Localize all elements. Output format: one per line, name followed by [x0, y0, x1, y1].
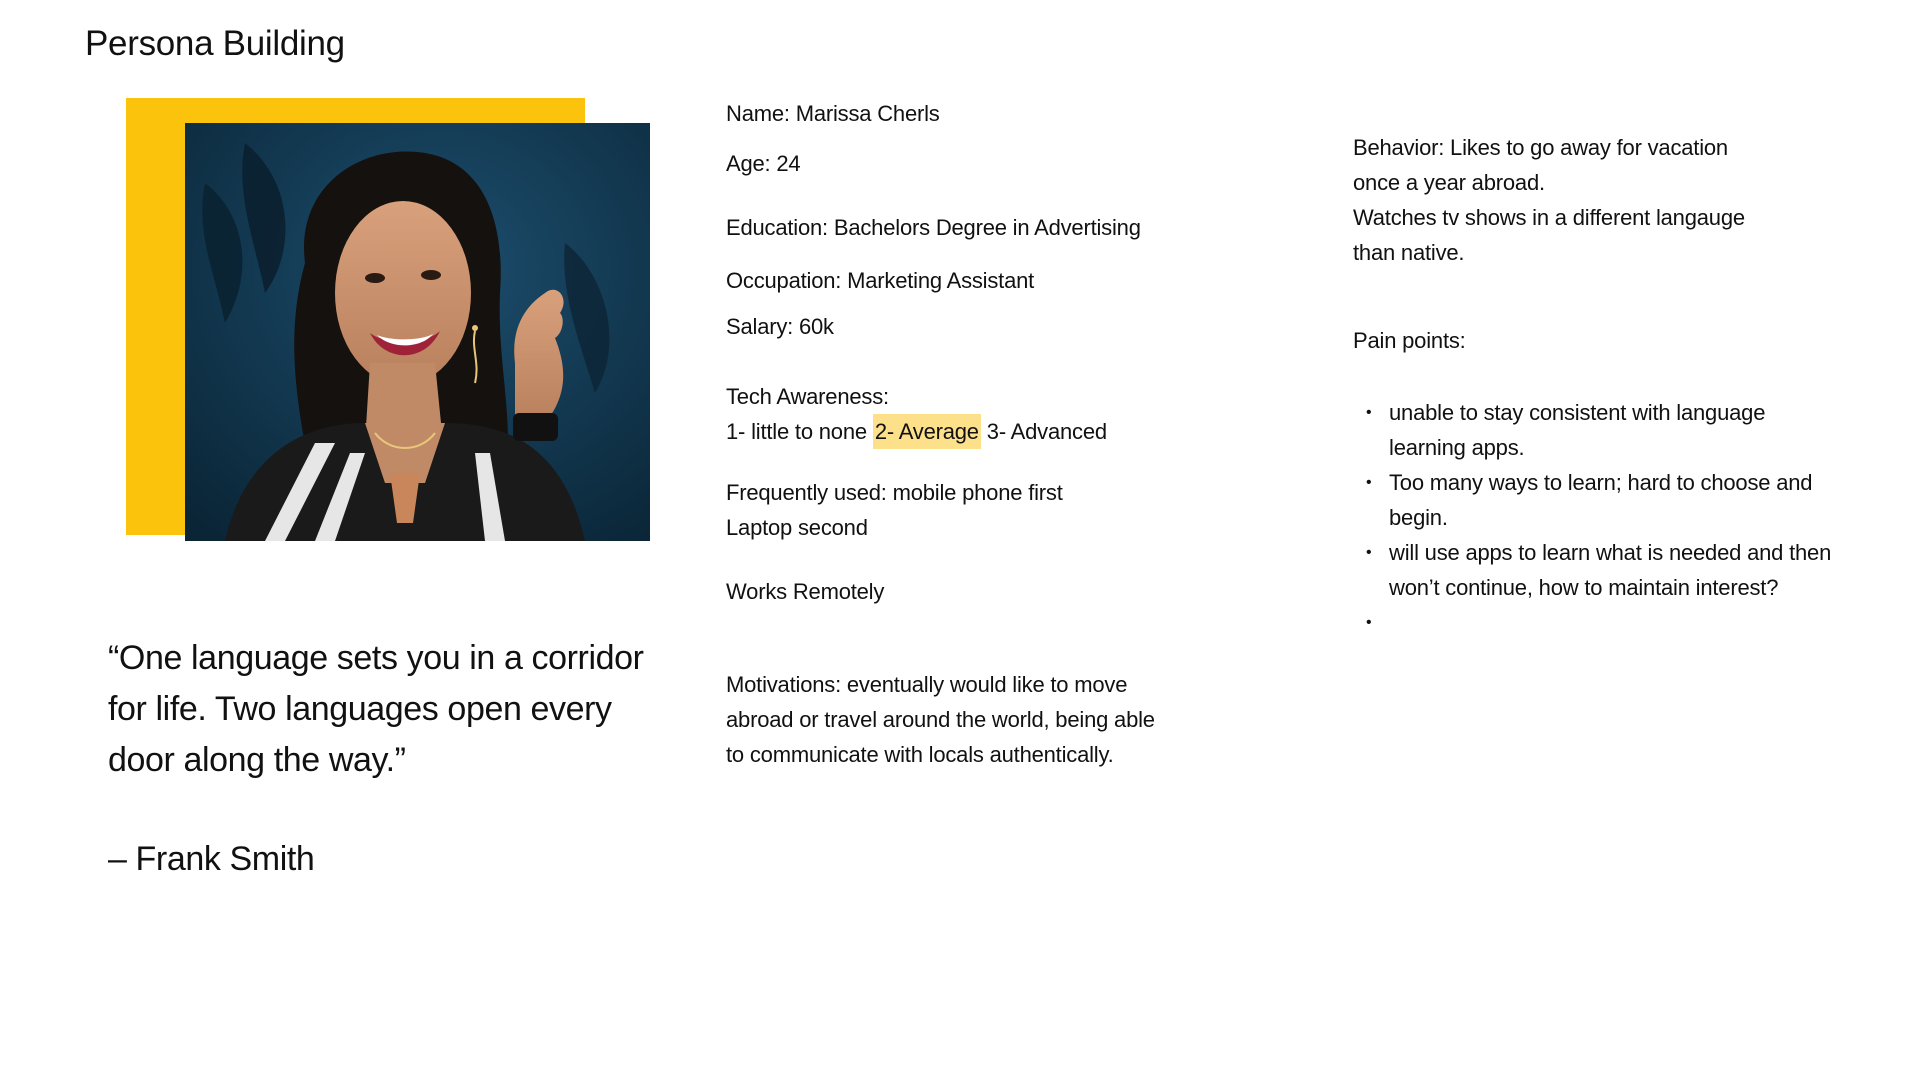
- bullet-icon: •: [1366, 544, 1372, 561]
- behavior-line-1: Behavior: Likes to go away for vacation: [1353, 135, 1728, 160]
- pain-points-list: [1353, 395, 1833, 640]
- persona-photo-block: [126, 98, 650, 542]
- tech-level-1: 1- little to none: [726, 419, 867, 444]
- portrait-photo-icon: [185, 123, 650, 541]
- behavior-line-2: once a year abroad.: [1353, 170, 1545, 195]
- behavior-line-4: than native.: [1353, 240, 1465, 265]
- pain-point-text: unable to stay consistent with language learning apps.: [1389, 400, 1766, 460]
- profile-salary: Salary: 60k: [726, 314, 834, 339]
- pain-point-text: Too many ways to learn; hard to choose and begin.: [1389, 470, 1813, 530]
- list-item: [1353, 395, 1833, 465]
- quote-author: – Frank Smith: [108, 840, 315, 878]
- tech-awareness-scale: [726, 419, 1107, 445]
- tech-level-3: 3- Advanced: [986, 419, 1107, 444]
- frequently-used-second: Laptop second: [726, 515, 868, 540]
- list-item: [1353, 535, 1833, 605]
- behavior: [1353, 130, 1793, 270]
- quote-line-2: for life. Two languages open every: [108, 690, 612, 728]
- frequently-used: Frequently used: mobile phone first: [726, 480, 1063, 505]
- list-item: [1353, 465, 1833, 535]
- pain-points-title: Pain points:: [1353, 328, 1466, 353]
- bullet-icon: •: [1366, 474, 1372, 491]
- profile-name: Name: Marissa Cherls: [726, 101, 940, 126]
- list-item: [1353, 605, 1833, 640]
- bullet-icon: •: [1366, 614, 1372, 631]
- persona-photo: [185, 123, 650, 541]
- persona-quote: [108, 633, 668, 786]
- profile-age: Age: 24: [726, 151, 801, 176]
- behavior-line-3: Watches tv shows in a different langauge: [1353, 205, 1745, 230]
- motivations: Motivations: eventually would like to move abroad or travel around the world, being able to communicate with locals authentically.: [726, 672, 1155, 767]
- profile-occupation: Occupation: Marketing Assistant: [726, 268, 1035, 293]
- tech-awareness-label: Tech Awareness:: [726, 384, 889, 409]
- quote-line-3: door along the way.”: [108, 741, 406, 779]
- bullet-icon: •: [1366, 404, 1372, 421]
- works-remotely: Works Remotely: [726, 579, 885, 604]
- profile-education: Education: Bachelors Degree in Advertising: [726, 215, 1141, 240]
- quote-line-1: “One language sets you in a corridor: [108, 639, 644, 677]
- tech-level-2-highlighted: 2- Average: [873, 414, 981, 449]
- pain-point-text: will use apps to learn what is needed and then won’t continue, how to maintain interest?: [1389, 540, 1832, 600]
- page-title: Persona Building: [85, 24, 345, 63]
